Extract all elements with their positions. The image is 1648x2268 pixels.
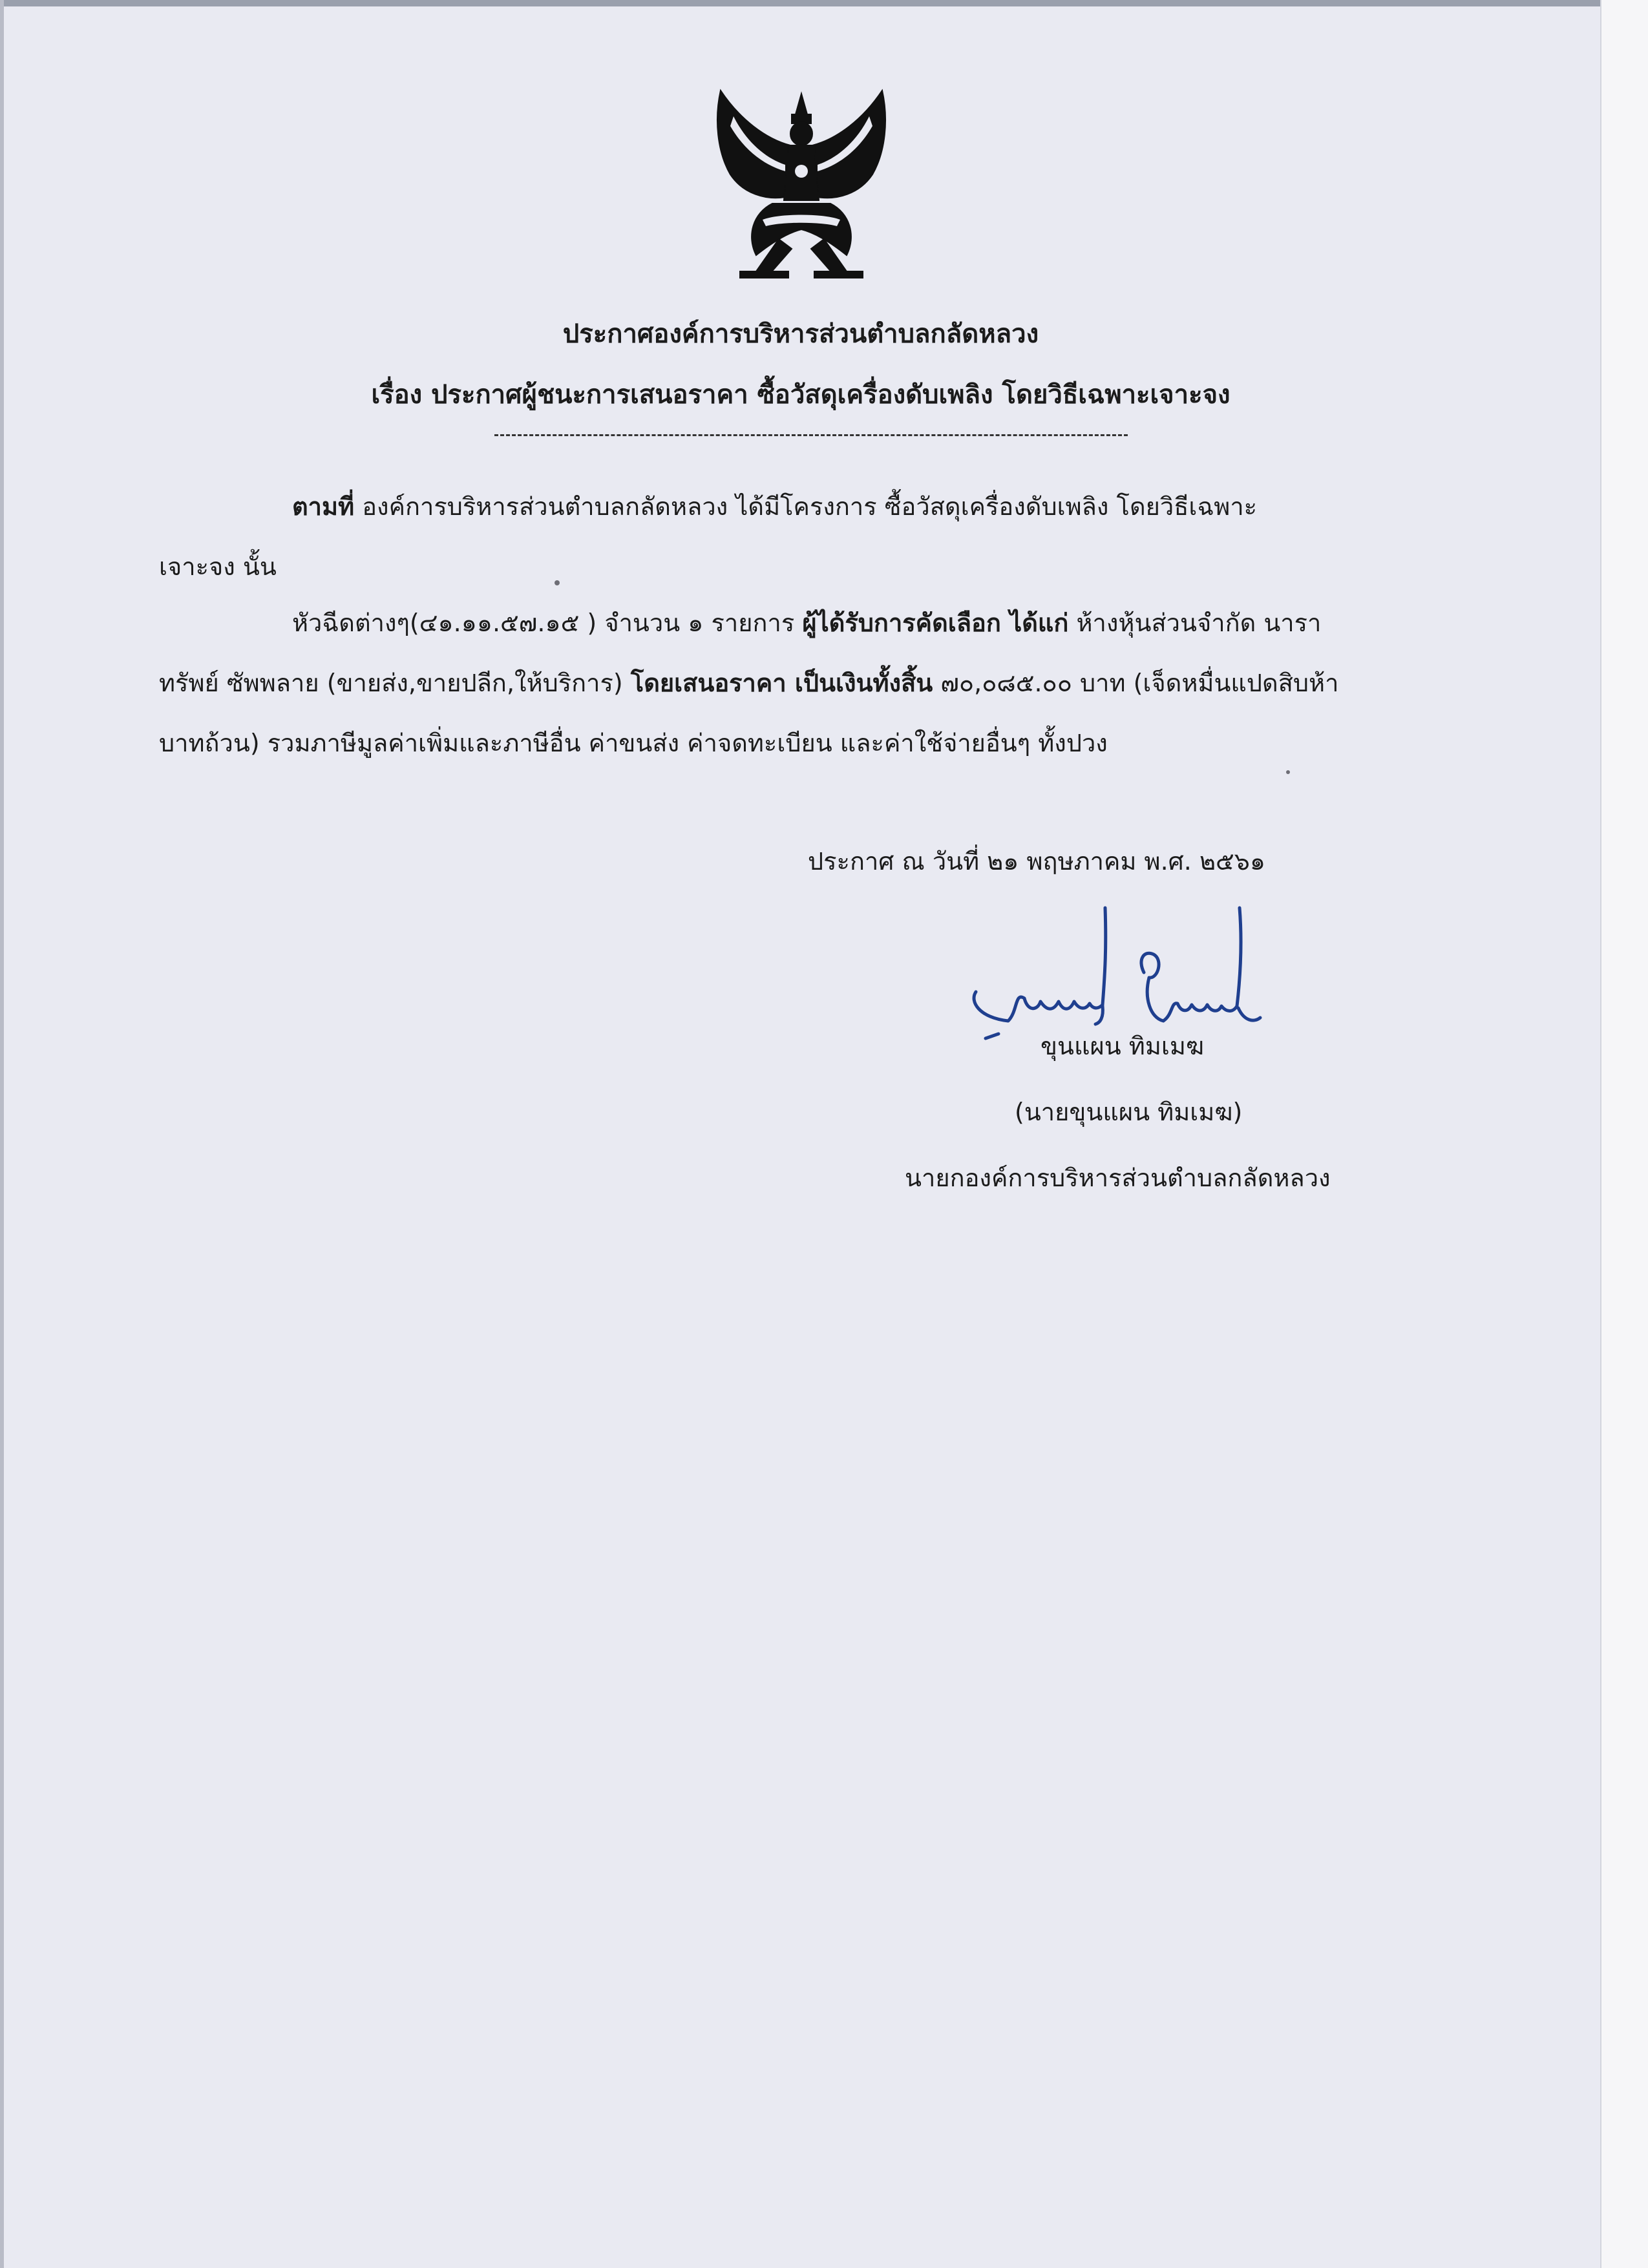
scan-speck <box>555 580 560 585</box>
lead-word: ตามที่ <box>292 492 355 521</box>
price-label: โดยเสนอราคา เป็นเงินทั้งสิ้น <box>630 669 933 697</box>
announcement-date: ประกาศ ณ วันที่ ๒๑ พฤษภาคม พ.ศ. ๒๕๖๑ <box>808 847 1266 876</box>
paragraph-winner-line-2 <box>159 653 1452 713</box>
paragraph-winner-line-3: บาทถ้วน) รวมภาษีมูลค่าเพิ่มและภาษีอื่น ค่าขนส่ง ค่าจดทะเบียน และค่าใช้จ่ายอื่นๆ ทั้งปวง <box>159 729 1108 757</box>
paragraph-project <box>159 477 1452 597</box>
scan-edge-top <box>0 0 1648 6</box>
scan-speck <box>1286 770 1290 774</box>
garuda-emblem-icon <box>695 81 908 294</box>
dashed-divider <box>494 434 1128 436</box>
scan-edge-right <box>1600 0 1648 2268</box>
item-text: หัวฉีดต่างๆ(๔๑.๑๑.๕๗.๑๕ ) จำนวน ๑ รายการ <box>292 609 803 637</box>
winner-name-text: ทรัพย์ ซัพพลาย (ขายส่ง,ขายปลีก,ให้บริการ) <box>159 669 631 697</box>
paragraph-project-line-1 <box>159 477 1452 537</box>
selected-label: ผู้ได้รับการคัดเลือก ได้แก่ <box>802 609 1069 637</box>
signer-position: นายกองค์การบริหารส่วนตำบลกลัดหลวง <box>905 1164 1331 1192</box>
signer-name: ขุนแผน ทิมเมฆ <box>1041 1032 1205 1060</box>
price-text: ๗๐,๐๘๕.๐๐ บาท (เจ็ดหมื่นแปดสิบห้า <box>933 669 1339 697</box>
paragraph-winner-line-1 <box>159 593 1452 653</box>
signer-full-name: (นายขุนแผน ทิมเมฆ) <box>1015 1098 1243 1126</box>
document-title: ประกาศองค์การบริหารส่วนตำบลกลัดหลวง <box>562 319 1039 349</box>
document-subject: เรื่อง ประกาศผู้ชนะการเสนอราคา ซื้อวัสดุเครื่องดับเพลิง โดยวิธีเฉพาะเจาะจง <box>371 380 1231 410</box>
paragraph-winner <box>159 593 1452 773</box>
winner-text: ห้างหุ้นส่วนจำกัด นารา <box>1068 609 1322 637</box>
project-text: องค์การบริหารส่วนตำบลกลัดหลวง ได้มีโครงการ ซื้อวัสดุเครื่องดับเพลิง โดยวิธีเฉพาะ <box>354 492 1258 521</box>
paragraph-project-line-2: เจาะจง นั้น <box>159 552 277 581</box>
